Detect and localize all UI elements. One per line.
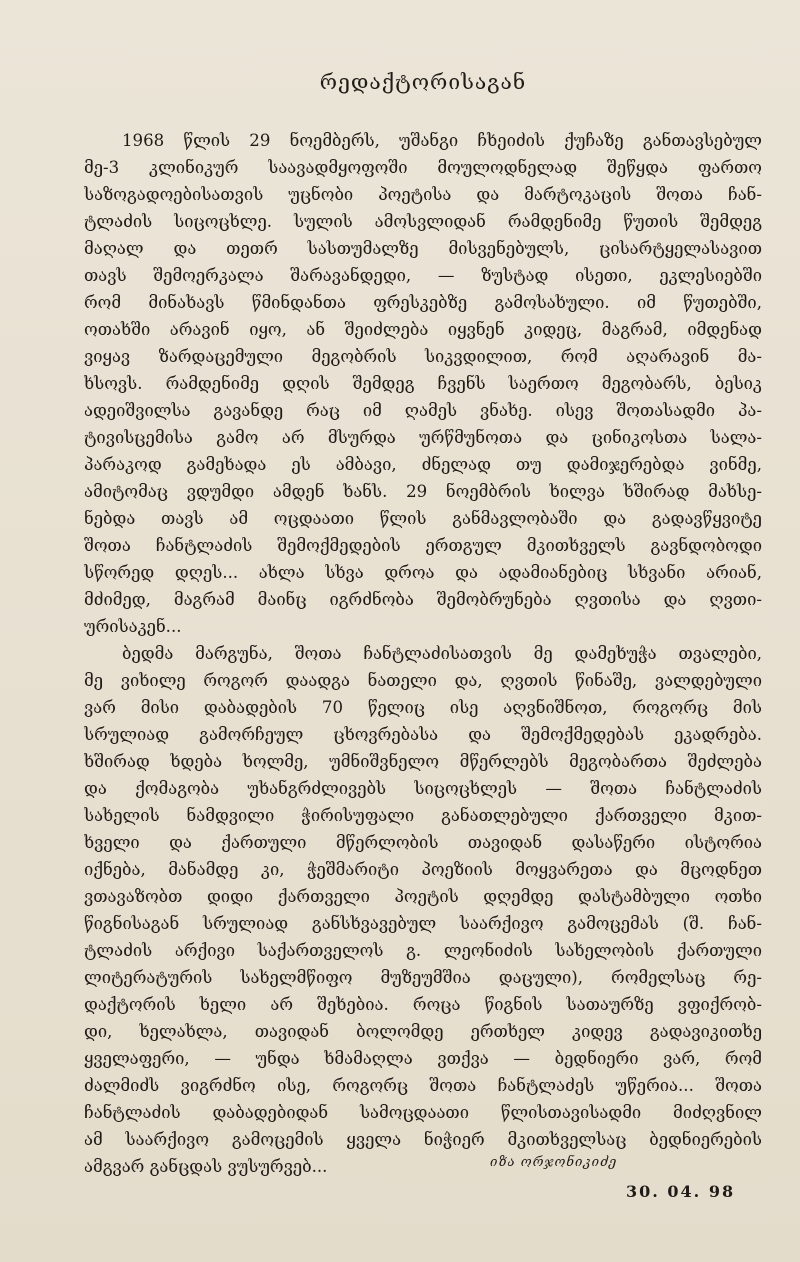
text-line: ამგვარ განცდას ვუსურვებ...: [84, 1157, 328, 1176]
text-line: თავს შემოერკალა შარავანდედი, — ზუსტად ისეთი, ეკლესიებში: [84, 266, 762, 285]
page-title: რედაქტორისაგან: [319, 70, 527, 94]
text-line: ლიტერატურის სახელმწიფო მუზეუმშია დაცული), რომელსაც რე-: [84, 968, 762, 987]
text-line: ურისაკენ...: [84, 617, 182, 636]
text-line: სწორედ დღეს... ახლა სხვა დროა და ადამიანებიც სხვანი არიან,: [84, 563, 762, 582]
signature-name: იზა ორჯონიკიძე: [490, 1155, 618, 1170]
text-line: ჩანტლაძის დაბადებიდან სამოცდაათი წლისთავისადმი მიძღვნილ: [84, 1103, 762, 1122]
text-line: ბედმა მარგუნა, შოთა ჩანტლაძისათვის მე დამეხუჭა თვალები,: [122, 644, 762, 663]
text-line: სრულიად გამორჩეულ ცხოვრებასა და შემოქმედებას ეკადრება.: [84, 725, 762, 744]
text-line: ყველაფერი, — უნდა ხმამაღლა ვთქვა — ბედნიერი ვარ, რომ: [84, 1049, 762, 1068]
text-line: სახელის ნამდვილი ჭირისუფალი განათლებული ქართველი მკით-: [84, 806, 762, 825]
text-line: ნებდა თავს ამ ოცდაათი წლის განმავლობაში და გადავწყვიტე: [84, 509, 762, 528]
text-line: ხველი და ქართული მწერლობის თავიდან დასაწერი ისტორია: [84, 833, 762, 852]
text-line: მე-3 კლინიკურ საავადმყოფოში მოულოდნელად შეწყდა ფართო: [84, 158, 762, 177]
text-line: წიგნისაგან სრულიად განსხვავებულ საარქივო გამოცემას (შ. ჩან-: [84, 914, 762, 933]
text-line: ვიყავ ზარდაცემული მეგობრის სიკვდილით, რომ აღარავინ მა-: [84, 347, 762, 366]
text-line: ოთახში არავინ იყო, ან შეიძლება იყვნენ კიდეც, მაგრამ, იმდენად: [84, 320, 762, 339]
text-line: ძალმიძს ვიგრძნო ისე, როგორც შოთა ჩანტლაძეს უწერია... შოთა: [84, 1076, 762, 1095]
text-line: ვარ მისი დაბადების 70 წელიც ისე აღვნიშნოთ, როგორც მის: [84, 698, 762, 717]
text-line: ტივისცემისა გამო არ მსურდა ურწმუნოთა და ცინიკოსთა სალა-: [84, 428, 762, 447]
text-line: ხსოვს. რამდენიმე დღის შემდეგ ჩვენს საერთო მეგობარს, ბესიკ: [84, 374, 762, 393]
text-line: პარაკოდ გამეხადა ეს ამბავი, ძნელად თუ დამიჯერებდა ვინმე,: [84, 455, 762, 474]
text-line: მაღალ და თეთრ სასთუმალზე მისვენებულს, ცისარტყელასავით: [84, 239, 762, 258]
text-line: რომ მინახავს წმინდანთა ფრესკებზე გამოსახული. იმ წუთებში,: [84, 293, 762, 312]
text-line: შოთა ჩანტლაძის შემოქმედების ერთგულ მკითხველს გავნდობოდი: [84, 536, 762, 555]
text-line: ამ საარქივო გამოცემის ყველა ნიჭიერ მკითხველსაც ბედნიერების: [84, 1130, 762, 1149]
text-line: დი, ხელახლა, თავიდან ბოლომდე ერთხელ კიდევ გადავიკითხე: [84, 1022, 762, 1041]
text-line: დაქტორის ხელი არ შეხებია. როცა წიგნის სათაურზე ვფიქრობ-: [84, 995, 762, 1014]
text-line: ვთავაზობთ დიდი ქართველი პოეტის დღემდე დასტამბული ოთხი: [84, 887, 762, 906]
text-line: ხშირად ხდება ხოლმე, უმნიშვნელო მწერლებს მეგობართა შეძლება: [84, 752, 762, 771]
text-line: და ქომაგობა უხანგრძლივებს სიცოცხლეს — შოთა ჩანტლაძის: [84, 779, 762, 798]
text-line: ადეიშვილსა გავანდე რაც იმ ღამეს ვნახე. ისევ შოთასადმი პა-: [84, 401, 762, 420]
text-line: ტლაძის არქივი საქართველოს გ. ლეონიძის სახელობის ქართული: [84, 941, 762, 960]
signature-date: 30. 04. 98: [626, 1182, 736, 1201]
text-line: მე ვიხილე როგორ დაადგა ნათელი და, ღვთის წინაშე, ვალდებული: [84, 671, 762, 690]
text-line: 1968 წლის 29 ნოემბერს, უშანგი ჩხეიძის ქუჩაზე განთავსებულ: [122, 131, 762, 150]
text-line: ამიტომაც ვდუმდი ამდენ ხანს. 29 ნოემბრის ხილვა ხშირად მახსე-: [84, 482, 762, 501]
text-line: ტლაძის სიცოცხლე. სულის ამოსვლიდან რამდენიმე წუთის შემდეგ: [84, 212, 762, 231]
text-line: იქნება, მანამდე კი, ჭეშმარიტი პოეზიის მოყვარეთა და მცოდნეთ: [84, 860, 762, 879]
text-line: საზოგადოებისათვის უცნობი პოეტისა და მარტოკაცის შოთა ჩან-: [84, 185, 762, 204]
text-line: მძიმედ, მაგრამ მაინც იგრძნობა შემობრუნება ღვთისა და ღვთი-: [84, 590, 762, 609]
